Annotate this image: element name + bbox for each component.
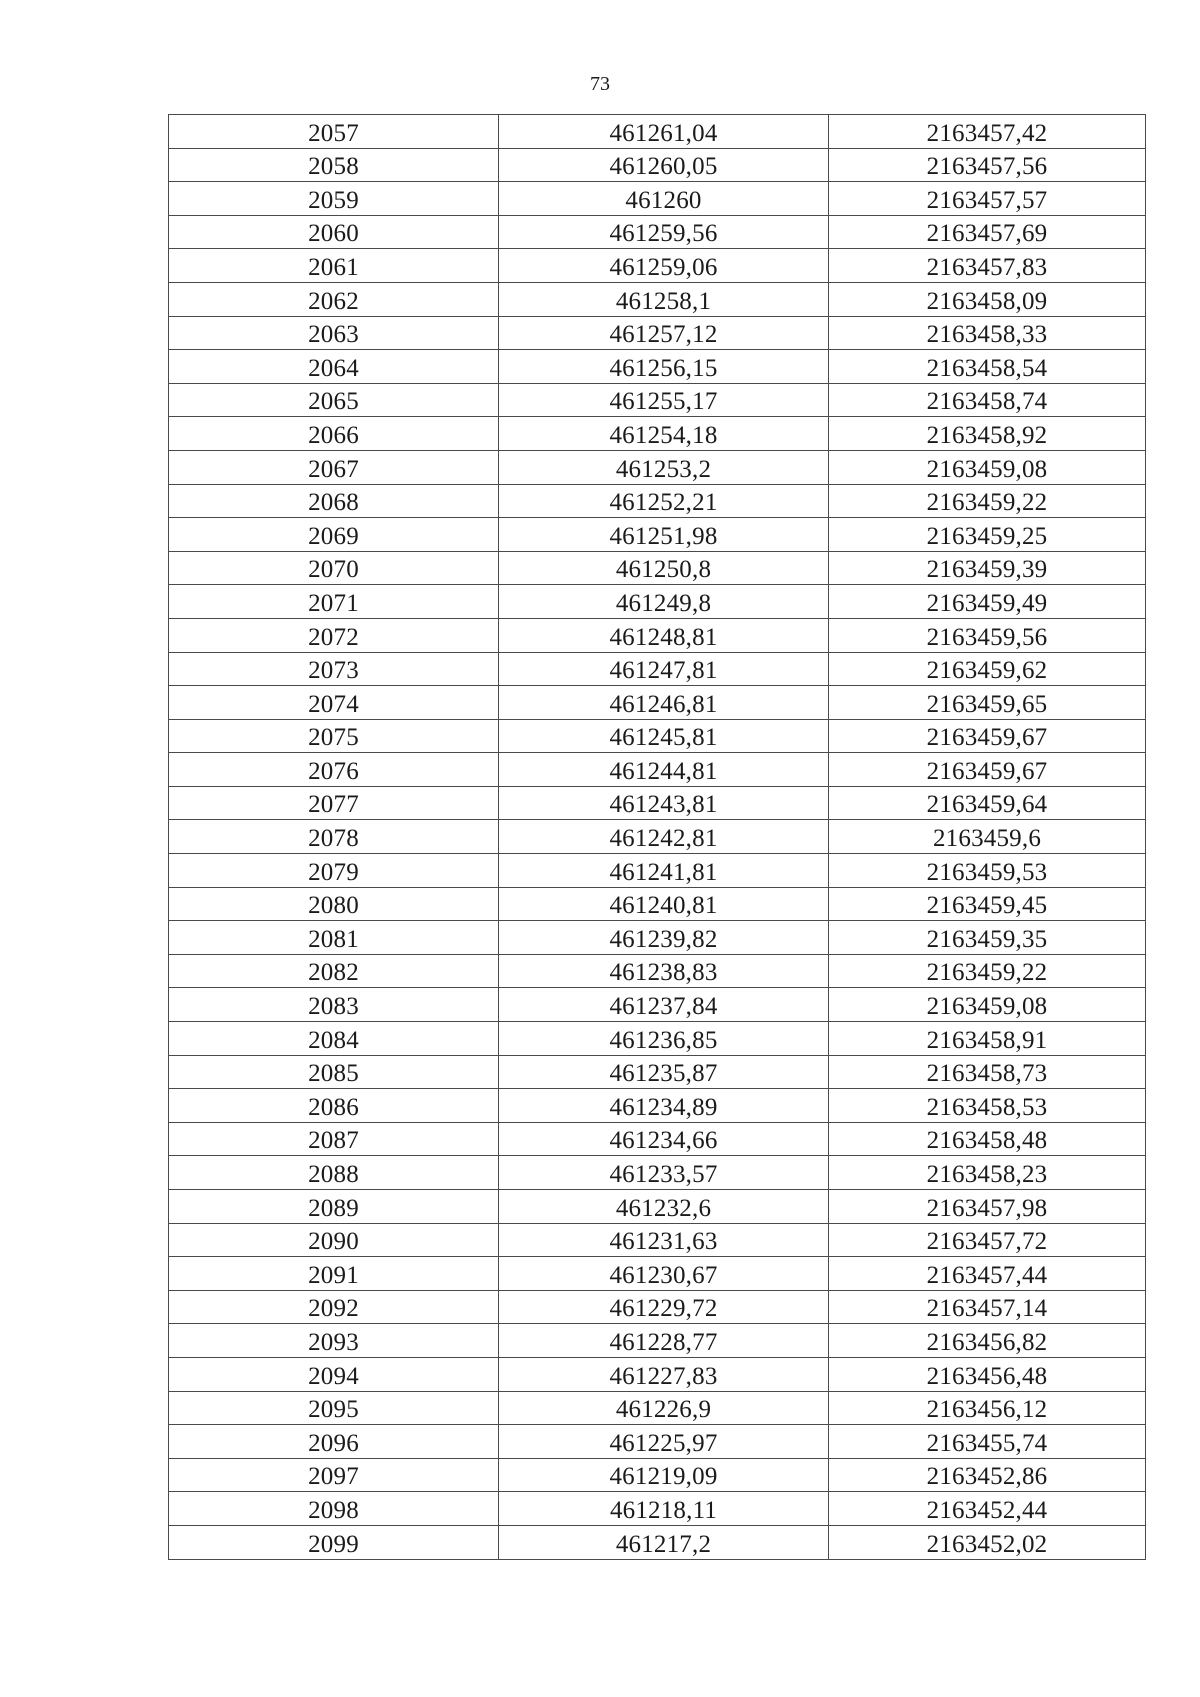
x-coordinate-cell: 461246,81 [499,686,829,720]
x-coordinate-cell: 461261,04 [499,115,829,149]
y-coordinate-cell: 2163455,74 [829,1425,1146,1459]
point-number-cell: 2063 [169,316,499,350]
x-coordinate-cell: 461242,81 [499,820,829,854]
point-number-cell: 2060 [169,215,499,249]
y-coordinate-cell: 2163458,33 [829,316,1146,350]
table-row [169,1458,1146,1492]
point-number-cell: 2091 [169,1257,499,1291]
point-number-cell: 2082 [169,954,499,988]
x-coordinate-cell: 461252,21 [499,484,829,518]
y-coordinate-cell: 2163459,56 [829,618,1146,652]
table-row [169,148,1146,182]
y-coordinate-cell: 2163458,73 [829,1055,1146,1089]
y-coordinate-cell: 2163458,53 [829,1089,1146,1123]
y-coordinate-cell: 2163459,6 [829,820,1146,854]
table-row [169,282,1146,316]
x-coordinate-cell: 461234,66 [499,1122,829,1156]
table-row [169,1022,1146,1056]
table-row [169,1357,1146,1391]
y-coordinate-cell: 2163457,44 [829,1257,1146,1291]
y-coordinate-cell: 2163458,23 [829,1156,1146,1190]
table-row [169,618,1146,652]
y-coordinate-cell: 2163459,08 [829,988,1146,1022]
y-coordinate-cell: 2163458,91 [829,1022,1146,1056]
point-number-cell: 2092 [169,1290,499,1324]
y-coordinate-cell: 2163459,45 [829,887,1146,921]
y-coordinate-cell: 2163459,49 [829,585,1146,619]
x-coordinate-cell: 461229,72 [499,1290,829,1324]
x-coordinate-cell: 461234,89 [499,1089,829,1123]
point-number-cell: 2084 [169,1022,499,1056]
y-coordinate-cell: 2163458,54 [829,350,1146,384]
x-coordinate-cell: 461258,1 [499,282,829,316]
y-coordinate-cell: 2163459,62 [829,652,1146,686]
x-coordinate-cell: 461233,57 [499,1156,829,1190]
x-coordinate-cell: 461219,09 [499,1458,829,1492]
point-number-cell: 2066 [169,417,499,451]
x-coordinate-cell: 461247,81 [499,652,829,686]
x-coordinate-cell: 461231,63 [499,1223,829,1257]
table-row [169,652,1146,686]
table-row [169,1055,1146,1089]
y-coordinate-cell: 2163458,48 [829,1122,1146,1156]
x-coordinate-cell: 461232,6 [499,1190,829,1224]
x-coordinate-cell: 461260 [499,182,829,216]
x-coordinate-cell: 461218,11 [499,1492,829,1526]
y-coordinate-cell: 2163457,69 [829,215,1146,249]
y-coordinate-cell: 2163458,92 [829,417,1146,451]
x-coordinate-cell: 461243,81 [499,786,829,820]
table-row [169,450,1146,484]
y-coordinate-cell: 2163452,86 [829,1458,1146,1492]
page-number: 73 [590,73,610,95]
table-row [169,249,1146,283]
table-row [169,988,1146,1022]
y-coordinate-cell: 2163457,14 [829,1290,1146,1324]
x-coordinate-cell: 461248,81 [499,618,829,652]
y-coordinate-cell: 2163459,64 [829,786,1146,820]
x-coordinate-cell: 461255,17 [499,383,829,417]
x-coordinate-cell: 461256,15 [499,350,829,384]
y-coordinate-cell: 2163456,82 [829,1324,1146,1358]
table-row [169,215,1146,249]
point-number-cell: 2087 [169,1122,499,1156]
table-row [169,484,1146,518]
y-coordinate-cell: 2163456,12 [829,1391,1146,1425]
x-coordinate-cell: 461236,85 [499,1022,829,1056]
table-row [169,887,1146,921]
point-number-cell: 2062 [169,282,499,316]
point-number-cell: 2080 [169,887,499,921]
point-number-cell: 2085 [169,1055,499,1089]
y-coordinate-cell: 2163457,57 [829,182,1146,216]
x-coordinate-cell: 461226,9 [499,1391,829,1425]
x-coordinate-cell: 461250,8 [499,551,829,585]
point-number-cell: 2095 [169,1391,499,1425]
x-coordinate-cell: 461228,77 [499,1324,829,1358]
x-coordinate-cell: 461225,97 [499,1425,829,1459]
y-coordinate-cell: 2163459,22 [829,484,1146,518]
y-coordinate-cell: 2163459,39 [829,551,1146,585]
table-row [169,1324,1146,1358]
y-coordinate-cell: 2163458,09 [829,282,1146,316]
table-row [169,1223,1146,1257]
x-coordinate-cell: 461241,81 [499,854,829,888]
y-coordinate-cell: 2163457,83 [829,249,1146,283]
point-number-cell: 2061 [169,249,499,283]
y-coordinate-cell: 2163452,44 [829,1492,1146,1526]
x-coordinate-cell: 461240,81 [499,887,829,921]
table-row [169,786,1146,820]
point-number-cell: 2089 [169,1190,499,1224]
point-number-cell: 2093 [169,1324,499,1358]
point-number-cell: 2059 [169,182,499,216]
table-row [169,1190,1146,1224]
table-row [169,417,1146,451]
table-row [169,1492,1146,1526]
table-row [169,1525,1146,1559]
y-coordinate-cell: 2163459,22 [829,954,1146,988]
point-number-cell: 2097 [169,1458,499,1492]
point-number-cell: 2065 [169,383,499,417]
point-number-cell: 2094 [169,1357,499,1391]
point-number-cell: 2069 [169,518,499,552]
y-coordinate-cell: 2163457,42 [829,115,1146,149]
table-row [169,854,1146,888]
point-number-cell: 2086 [169,1089,499,1123]
y-coordinate-cell: 2163459,08 [829,450,1146,484]
point-number-cell: 2064 [169,350,499,384]
x-coordinate-cell: 461217,2 [499,1525,829,1559]
point-number-cell: 2098 [169,1492,499,1526]
table-row [169,383,1146,417]
y-coordinate-cell: 2163458,74 [829,383,1146,417]
table-row [169,585,1146,619]
x-coordinate-cell: 461249,8 [499,585,829,619]
x-coordinate-cell: 461237,84 [499,988,829,1022]
point-number-cell: 2075 [169,719,499,753]
table-row [169,954,1146,988]
x-coordinate-cell: 461244,81 [499,753,829,787]
x-coordinate-cell: 461253,2 [499,450,829,484]
y-coordinate-cell: 2163457,72 [829,1223,1146,1257]
table-row [169,518,1146,552]
point-number-cell: 2070 [169,551,499,585]
x-coordinate-cell: 461257,12 [499,316,829,350]
table-row [169,350,1146,384]
y-coordinate-cell: 2163459,35 [829,921,1146,955]
table-row [169,1089,1146,1123]
point-number-cell: 2078 [169,820,499,854]
x-coordinate-cell: 461259,56 [499,215,829,249]
y-coordinate-cell: 2163452,02 [829,1525,1146,1559]
table-row [169,1257,1146,1291]
table-row [169,316,1146,350]
point-number-cell: 2073 [169,652,499,686]
point-number-cell: 2090 [169,1223,499,1257]
table-row [169,1156,1146,1190]
point-number-cell: 2081 [169,921,499,955]
table-row [169,1122,1146,1156]
table-row [169,1290,1146,1324]
y-coordinate-cell: 2163459,53 [829,854,1146,888]
table-row [169,551,1146,585]
point-number-cell: 2088 [169,1156,499,1190]
table-row [169,820,1146,854]
point-number-cell: 2058 [169,148,499,182]
x-coordinate-cell: 461251,98 [499,518,829,552]
x-coordinate-cell: 461239,82 [499,921,829,955]
point-number-cell: 2068 [169,484,499,518]
x-coordinate-cell: 461238,83 [499,954,829,988]
point-number-cell: 2072 [169,618,499,652]
point-number-cell: 2077 [169,786,499,820]
table-row [169,921,1146,955]
y-coordinate-cell: 2163459,25 [829,518,1146,552]
table-row [169,753,1146,787]
coordinates-table [168,114,1146,1560]
table-row [169,115,1146,149]
table-row [169,182,1146,216]
point-number-cell: 2076 [169,753,499,787]
x-coordinate-cell: 461227,83 [499,1357,829,1391]
table-row [169,1391,1146,1425]
x-coordinate-cell: 461235,87 [499,1055,829,1089]
y-coordinate-cell: 2163456,48 [829,1357,1146,1391]
y-coordinate-cell: 2163459,65 [829,686,1146,720]
point-number-cell: 2083 [169,988,499,1022]
point-number-cell: 2067 [169,450,499,484]
point-number-cell: 2071 [169,585,499,619]
table-row [169,686,1146,720]
y-coordinate-cell: 2163457,98 [829,1190,1146,1224]
point-number-cell: 2099 [169,1525,499,1559]
point-number-cell: 2057 [169,115,499,149]
x-coordinate-cell: 461260,05 [499,148,829,182]
y-coordinate-cell: 2163457,56 [829,148,1146,182]
point-number-cell: 2096 [169,1425,499,1459]
table-row [169,719,1146,753]
x-coordinate-cell: 461254,18 [499,417,829,451]
x-coordinate-cell: 461245,81 [499,719,829,753]
y-coordinate-cell: 2163459,67 [829,719,1146,753]
y-coordinate-cell: 2163459,67 [829,753,1146,787]
x-coordinate-cell: 461230,67 [499,1257,829,1291]
point-number-cell: 2074 [169,686,499,720]
table-row [169,1425,1146,1459]
x-coordinate-cell: 461259,06 [499,249,829,283]
coordinates-table-body [169,115,1146,1560]
point-number-cell: 2079 [169,854,499,888]
